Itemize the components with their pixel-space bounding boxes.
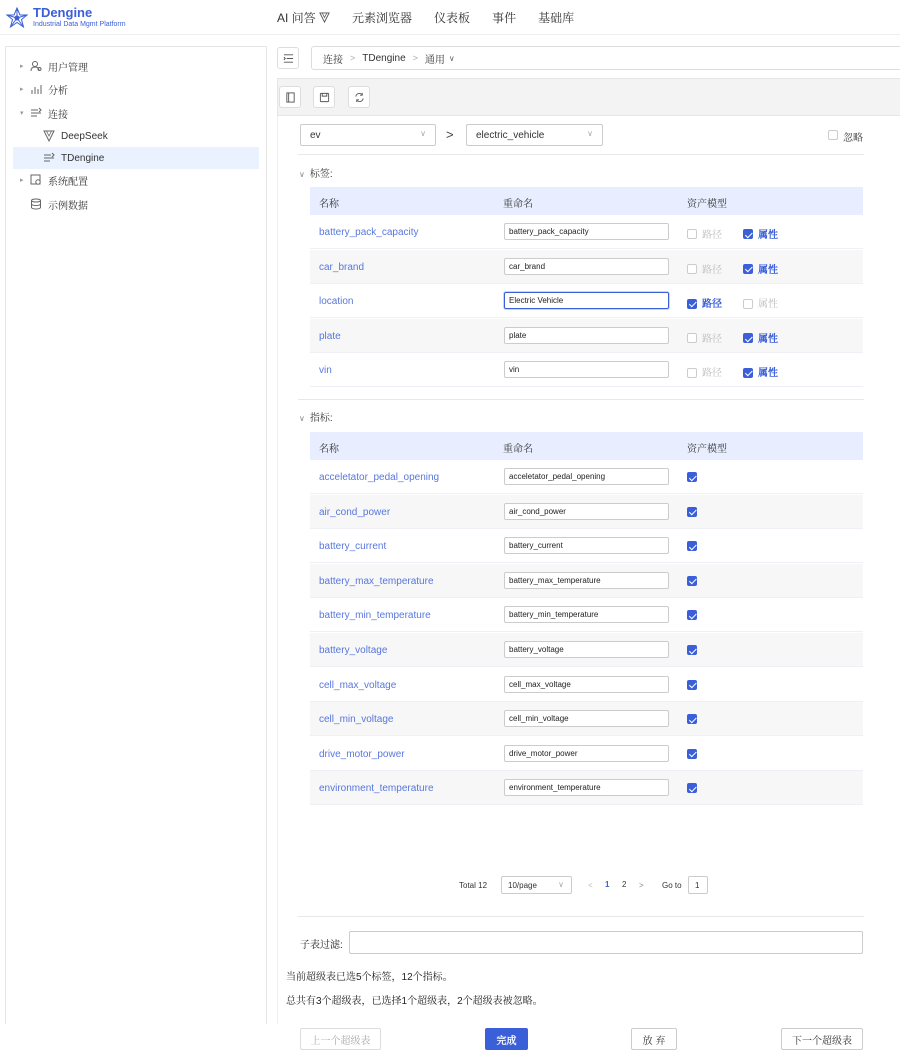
attribute-option[interactable] [743, 261, 778, 276]
path-checkbox[interactable] [687, 229, 697, 239]
asset-model-checkbox[interactable] [687, 472, 697, 482]
divider [298, 154, 864, 155]
metrics-section-toggle[interactable] [299, 409, 333, 424]
column-header-name: 名称 [319, 444, 339, 455]
metric-row [310, 598, 863, 632]
attribute-option[interactable] [743, 226, 778, 241]
tag-rename-input[interactable]: plate [504, 327, 669, 344]
mapping-content [277, 116, 900, 1047]
sidebar-item-connection[interactable] [6, 102, 266, 124]
collapse-sidebar-button[interactable] [277, 47, 299, 69]
chevron-right-icon: > [350, 53, 356, 63]
attribute-label: 属性 [758, 368, 778, 380]
summary-total: 总共有3个超级表，已选择1个超级表，2个超级表被忽略。 [286, 996, 543, 1007]
sidebar-item-sample-data[interactable] [6, 193, 266, 215]
attribute-checkbox[interactable] [743, 299, 753, 309]
metric-rename-input[interactable]: drive_motor_power [504, 745, 669, 762]
path-label: 路径 [702, 264, 722, 276]
tag-name: plate [319, 330, 341, 342]
top-bar [0, 0, 900, 35]
shield-icon [319, 12, 330, 23]
attribute-checkbox[interactable] [743, 368, 753, 378]
metrics-table-header [310, 432, 863, 460]
metric-row [310, 495, 863, 529]
sidebar-item-label: 连接 [48, 109, 68, 121]
sidebar-item-label: DeepSeek [61, 130, 108, 142]
nav-item-element-browser[interactable]: 元素浏览器 [352, 11, 413, 25]
chevron-down-icon[interactable]: ▾ [20, 110, 24, 117]
breadcrumb-item-general[interactable]: 通用 [424, 54, 445, 66]
metric-row [310, 633, 863, 667]
metric-row [310, 460, 863, 494]
attribute-checkbox[interactable] [743, 229, 753, 239]
tag-name: car_brand [319, 261, 365, 273]
sidebar-item-user-management[interactable] [6, 55, 266, 77]
refresh-icon [354, 92, 365, 103]
sidebar-item-analysis[interactable] [6, 78, 266, 100]
tag-row [310, 319, 863, 353]
column-header-rename: 重命名 [503, 444, 533, 455]
database-icon [30, 198, 42, 210]
path-option[interactable] [687, 330, 722, 345]
metric-row [310, 771, 863, 805]
tags-section-toggle[interactable] [299, 165, 333, 180]
asset-model-checkbox[interactable] [687, 507, 697, 517]
nav-item-library[interactable]: 基础库 [538, 11, 575, 25]
attribute-label: 属性 [758, 333, 778, 345]
logo[interactable] [6, 4, 136, 30]
path-checkbox[interactable] [687, 264, 697, 274]
metric-row [310, 702, 863, 736]
tag-rename-input[interactable]: battery_pack_capacity [504, 223, 669, 240]
tag-row [310, 250, 863, 284]
connection-icon [30, 107, 42, 119]
pagination-total: Total 12 [459, 881, 488, 890]
path-label: 路径 [702, 230, 722, 241]
asset-model-checkbox[interactable] [687, 645, 697, 655]
connection-icon [43, 152, 55, 164]
refresh-button[interactable] [348, 86, 370, 108]
metric-rename-input[interactable]: cell_max_voltage [504, 676, 669, 693]
path-label: 路径 [702, 368, 722, 380]
path-label: 路径 [702, 299, 722, 311]
tag-rename-input[interactable]: vin [504, 361, 669, 378]
nav-item-events[interactable]: 事件 [492, 11, 517, 25]
logo-subtitle: Industrial Data Mgmt Platform [33, 21, 126, 28]
goto-input[interactable]: 1 [688, 876, 708, 894]
metric-name: battery_voltage [319, 645, 388, 656]
metric-name: battery_max_temperature [319, 575, 434, 587]
logo-icon [6, 7, 28, 29]
tag-name: battery_pack_capacity [319, 227, 419, 238]
sidebar-item-label: 分析 [48, 85, 68, 97]
metric-row [310, 668, 863, 702]
asset-model-checkbox[interactable] [687, 610, 697, 620]
supertable-select-value: electric_vehicle [476, 129, 545, 141]
tags-table-header [310, 187, 863, 215]
sidebar-item-label: 示例数据 [48, 200, 88, 212]
metric-rename-input[interactable]: battery_max_temperature [504, 572, 669, 589]
tag-rename-input[interactable]: Electric Vehicle [504, 292, 669, 309]
prev-page-button[interactable]: < [588, 881, 593, 890]
metric-name: air_cond_power [319, 506, 391, 518]
attribute-option[interactable] [743, 364, 778, 379]
sidebar [5, 46, 267, 1024]
asset-model-checkbox[interactable] [687, 576, 697, 586]
logo-title: TDengine [33, 5, 93, 20]
column-header-asset-model: 资产模型 [687, 444, 727, 455]
chevron-down-icon[interactable]: ∨ [448, 53, 455, 63]
subtable-filter-input[interactable] [349, 931, 863, 954]
tags-section-title: 标签: [309, 169, 333, 180]
path-option[interactable] [687, 364, 722, 379]
tag-row [310, 215, 863, 249]
divider [298, 399, 864, 400]
save-button[interactable] [313, 86, 335, 108]
metric-name: acceletator_pedal_opening [319, 472, 440, 483]
metric-rename-input[interactable]: cell_min_voltage [504, 710, 669, 727]
sidebar-item-label: TDengine [61, 152, 105, 164]
finish-button[interactable]: 完成 [485, 1028, 528, 1050]
user-icon [30, 60, 42, 72]
nav-label: AI 问答 [277, 11, 316, 25]
document-icon [285, 92, 296, 103]
metric-name: cell_max_voltage [319, 679, 397, 691]
path-option[interactable] [687, 226, 722, 241]
metric-rename-input[interactable]: environment_temperature [504, 779, 669, 796]
chevron-right-icon: > [412, 53, 418, 63]
chevron-down-icon: ∨ [587, 129, 593, 138]
sidebar-item-system-config[interactable] [6, 169, 266, 191]
shield-icon [43, 130, 55, 142]
metric-row [310, 737, 863, 771]
sidebar-item-label: 系统配置 [48, 176, 88, 188]
arrow-right-icon: > [446, 127, 454, 142]
asset-model-checkbox[interactable] [687, 783, 697, 793]
tag-rename-input[interactable]: car_brand [504, 258, 669, 275]
sidebar-item-label: 用户管理 [48, 62, 88, 74]
database-select[interactable] [300, 124, 436, 146]
page-item-1[interactable]: 1 [605, 880, 610, 889]
asset-model-checkbox[interactable] [687, 714, 697, 724]
metric-name: battery_min_temperature [319, 610, 431, 622]
chevron-right-icon[interactable]: ▸ [20, 86, 24, 93]
metric-row [310, 564, 863, 598]
main-panel [277, 46, 900, 1047]
metric-rename-input[interactable]: air_cond_power [504, 503, 669, 520]
breadcrumb-item-connection[interactable]: 连接 [323, 54, 343, 66]
metric-rename-input[interactable]: battery_current [504, 537, 669, 554]
metric-name: cell_min_voltage [319, 714, 394, 726]
database-select-value: ev [310, 129, 321, 141]
tag-row [310, 353, 863, 387]
chevron-down-icon: ∨ [299, 414, 305, 423]
settings-icon [30, 174, 42, 186]
path-checkbox[interactable] [687, 368, 697, 378]
asset-model-checkbox[interactable] [687, 541, 697, 551]
column-header-name: 名称 [319, 199, 339, 210]
metric-name: environment_temperature [319, 783, 434, 795]
chevron-down-icon: ∨ [420, 129, 426, 138]
path-checkbox[interactable] [687, 333, 697, 343]
summary-selected: 当前超级表已选5个标签，12个指标。 [286, 972, 453, 983]
chart-icon [30, 83, 42, 95]
tag-row [310, 284, 863, 318]
page-item-2[interactable]: 2 [622, 880, 627, 889]
filter-label: 子表过滤: [300, 940, 343, 951]
attribute-label: 属性 [758, 230, 778, 241]
next-page-button[interactable]: > [639, 881, 644, 890]
column-header-asset-model: 资产模型 [687, 199, 727, 210]
breadcrumb-row [277, 46, 900, 70]
path-option[interactable] [687, 261, 722, 276]
main-nav [277, 9, 596, 26]
attribute-label: 属性 [758, 299, 778, 311]
attribute-label: 属性 [758, 264, 778, 276]
tag-name: location [319, 296, 354, 308]
sidebar-item-deepseek[interactable] [6, 125, 266, 147]
goto-label: Go to [662, 881, 682, 890]
tag-name: vin [319, 365, 332, 377]
doc-button[interactable] [279, 86, 301, 108]
discard-button[interactable]: 放 弃 [631, 1028, 677, 1050]
path-label: 路径 [702, 333, 722, 345]
metric-rename-input[interactable]: battery_voltage [504, 641, 669, 658]
metric-rename-input[interactable]: acceletator_pedal_opening [504, 468, 669, 485]
asset-model-checkbox[interactable] [687, 749, 697, 759]
supertable-select[interactable] [466, 124, 603, 146]
column-header-rename: 重命名 [503, 199, 533, 210]
divider [298, 916, 864, 917]
chevron-right-icon[interactable]: ▸ [20, 177, 24, 184]
path-option[interactable] [687, 295, 722, 310]
attribute-option[interactable] [743, 295, 778, 310]
prev-supertable-button[interactable]: 上一个超级表 [300, 1028, 381, 1050]
breadcrumb-item-tdengine[interactable]: TDengine [362, 52, 406, 64]
chevron-down-icon: ∨ [558, 880, 564, 889]
metric-row [310, 529, 863, 563]
metric-name: battery_current [319, 541, 387, 553]
chevron-down-icon: ∨ [299, 170, 305, 179]
nav-item-dashboard[interactable]: 仪表板 [434, 11, 471, 25]
next-supertable-button[interactable]: 下一个超级表 [781, 1028, 863, 1050]
nav-item-ai-qa[interactable] [277, 9, 330, 26]
path-checkbox[interactable] [687, 299, 697, 309]
attribute-checkbox[interactable] [743, 333, 753, 343]
breadcrumb [311, 46, 900, 70]
attribute-option[interactable] [743, 330, 778, 345]
ignore-label: 忽略 [843, 133, 863, 144]
action-toolbar [277, 78, 900, 116]
page-size-select[interactable] [501, 876, 572, 894]
menu-fold-icon [283, 53, 294, 64]
save-icon [319, 92, 330, 103]
sidebar-item-tdengine[interactable] [13, 147, 259, 169]
attribute-checkbox[interactable] [743, 264, 753, 274]
metric-rename-input[interactable]: battery_min_temperature [504, 606, 669, 623]
metric-name: drive_motor_power [319, 748, 405, 760]
ignore-checkbox[interactable] [828, 130, 838, 140]
asset-model-checkbox[interactable] [687, 680, 697, 690]
metrics-section-title: 指标: [309, 413, 333, 424]
chevron-right-icon[interactable]: ▸ [20, 63, 24, 70]
page-size-value: 10/page [508, 880, 537, 890]
